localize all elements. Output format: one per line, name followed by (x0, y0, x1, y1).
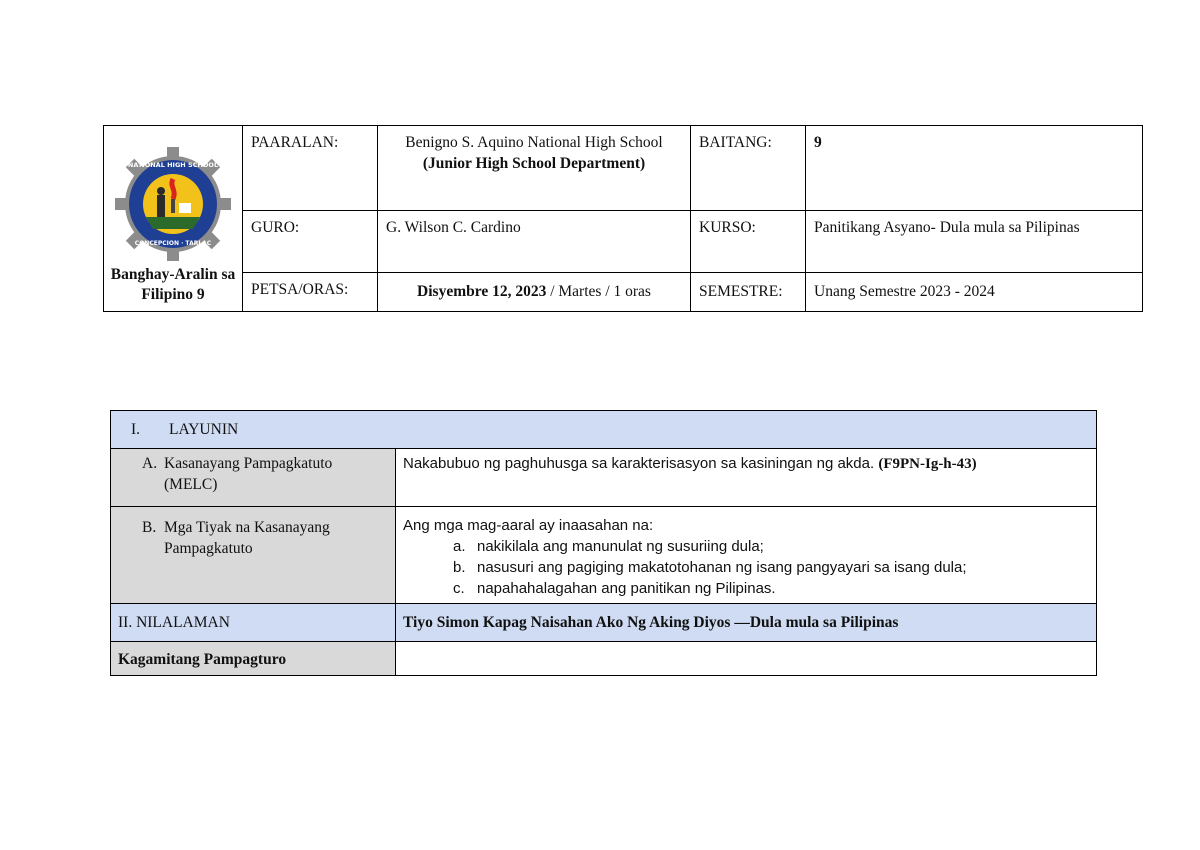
date-value: Disyembre 12, 2023 (417, 283, 547, 300)
grade-value: 9 (806, 126, 1143, 211)
svg-text:CONCEPCION · TARLAC: CONCEPCION · TARLAC (134, 240, 212, 247)
date-details: / Martes / 1 oras (546, 283, 651, 300)
school-seal-icon (113, 145, 233, 263)
school-cell (378, 126, 691, 211)
grade-label: BAITANG: (691, 126, 806, 211)
section-layunin (111, 411, 1097, 449)
competency-text: Nakabubuo ng paghuhusga sa karakterisasyon sa kasiningan ng akda. (403, 455, 879, 472)
competency-b-value (396, 507, 1097, 604)
date-label: PETSA/ORAS: (243, 273, 378, 312)
teacher-value: G. Wilson C. Cardino (378, 211, 691, 273)
svg-text:NATIONAL HIGH SCHOOL: NATIONAL HIGH SCHOOL (127, 161, 219, 169)
competency-b-label (111, 507, 396, 604)
section-nilalaman-value: Tiyo Simon Kapag Naisahan Ako Ng Aking Diyos —Dula mula sa Pilipinas (396, 604, 1097, 642)
materials-label: Kagamitang Pampagturo (111, 642, 396, 676)
materials-value (396, 642, 1097, 676)
list-item: b. nasusuri ang pagiging makatotohanan ng isang pangyayari sa isang dula; (453, 559, 967, 576)
competency-code: (F9PN-Ig-h-43) (878, 456, 977, 472)
logo-cell (104, 126, 243, 312)
section-title: LAYUNIN (169, 421, 239, 438)
item-letter: B. (142, 519, 157, 536)
date-cell (378, 273, 691, 312)
objectives-list (403, 536, 1089, 599)
semester-value: Unang Semestre 2023 - 2024 (806, 273, 1143, 312)
section-number: I. (131, 421, 141, 438)
logo-caption: Banghay-Aralin sa Filipino 9 (110, 266, 236, 303)
semester-label: SEMESTRE: (691, 273, 806, 312)
lesson-table (110, 410, 1097, 676)
section-nilalaman-label: II. NILALAMAN (111, 604, 396, 642)
course-value: Panitikang Asyano- Dula mula sa Pilipinas (806, 211, 1143, 273)
school-name: Benigno S. Aquino National High School (405, 134, 663, 151)
school-department: (Junior High School Department) (422, 155, 646, 172)
list-item: a. nakikilala ang manunulat ng susuriing dula; (453, 538, 764, 555)
item-label: Kasanayang Pampagkatuto (MELC) (164, 455, 333, 493)
competency-a-value (396, 449, 1097, 507)
course-label: KURSO: (691, 211, 806, 273)
item-label: Mga Tiyak na Kasanayang Pampagkatuto (164, 519, 330, 557)
item-letter: A. (142, 455, 158, 472)
header-table (103, 125, 1143, 312)
list-item: c. napahahalagahan ang panitikan ng Pilipinas. (453, 580, 776, 597)
teacher-label: GURO: (243, 211, 378, 273)
competency-a-label (111, 449, 396, 507)
objectives-intro: Ang mga mag-aaral ay inaasahan na: (403, 517, 654, 534)
school-label: PAARALAN: (243, 126, 378, 211)
